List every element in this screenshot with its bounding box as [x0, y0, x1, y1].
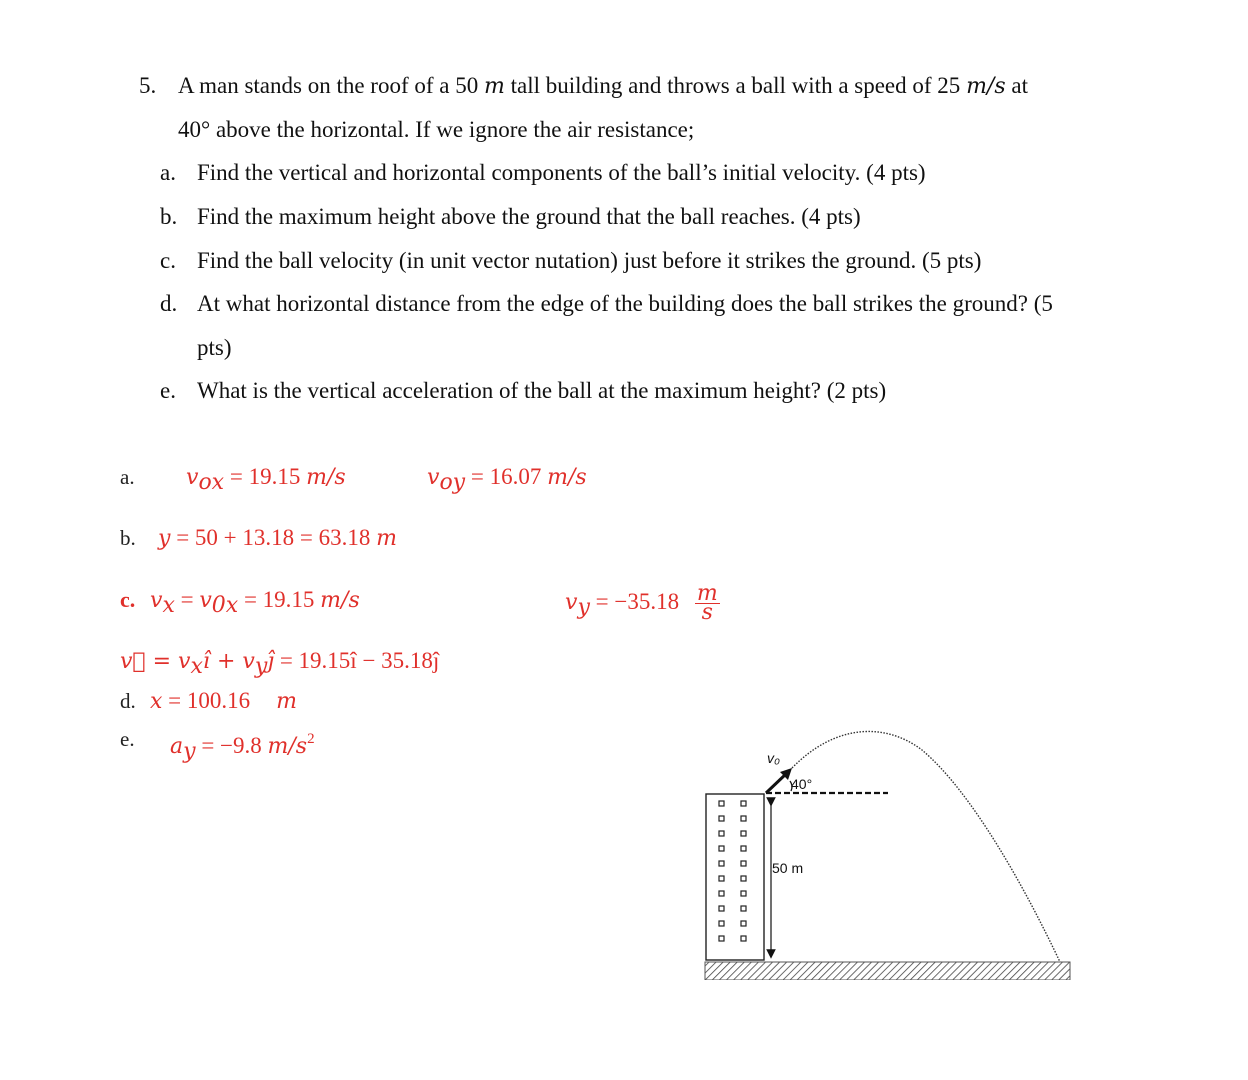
part-e-label: e. [160, 378, 176, 403]
answer-b: y = 50 + 13.18 = 63.18 m [158, 525, 397, 551]
initial-velocity-arrow [766, 773, 787, 793]
part-b-label: b. [160, 204, 178, 229]
answer-e: $a_y = -9.8$ $m/s^2$ [170, 731, 315, 764]
answer-a-voy: $v_{oy} = 16.07$ m/s [427, 464, 587, 495]
answer-a-label: a. [120, 465, 135, 489]
building [706, 794, 764, 960]
problem-statement-line2: 40° above the horizontal. If we ignore the air resistance; [178, 117, 695, 142]
part-a-label: a. [160, 160, 176, 185]
answer-d: x = 100.16 m [150, 688, 298, 714]
vy-unit-fraction: $\frac{m}{s}$ [696, 581, 718, 625]
angle-label: 40° [791, 776, 813, 792]
answer-e-label: e. [120, 727, 135, 751]
answer-b-label: b. [120, 526, 136, 550]
problem-statement-line1: A man stands on the roof of a 50 m tall building and throws a ball with a speed of 25 m/s at [178, 73, 1028, 99]
answer-a-vox: $v_{ox} = 19.15$ m/s [186, 464, 346, 495]
part-e-text: What is the vertical acceleration of the ball at the maximum height? (2 pts) [197, 378, 887, 403]
v0-label: v₀ [767, 750, 780, 766]
height-label: 50 m [772, 860, 804, 876]
part-c-text: Find the ball velocity (in unit vector nutation) just before it strikes the ground. (5 pts) [197, 248, 982, 273]
trajectory [792, 731, 1060, 962]
ground-hatch [705, 962, 1070, 980]
problem-number: 5. [139, 73, 157, 98]
part-d-label: d. [160, 291, 178, 316]
answer-d-label: d. [120, 689, 136, 713]
part-d-continuation: pts) [197, 335, 232, 360]
answer-c-vx: $v_x = v_{0x} = 19.15$ m/s [150, 587, 360, 618]
projectile-figure [700, 730, 1080, 980]
answer-c-vy: $v_y = -35.18$ $\frac{m}{s}$ [565, 581, 718, 625]
answer-vector: v⃗ = $v_xî$ + $v_yĵ$ = 19.15î − 35.18ĵ [120, 648, 440, 679]
part-b-text: Find the maximum height above the ground that the ball reaches. (4 pts) [197, 204, 861, 229]
part-c-label: c. [160, 248, 176, 273]
answer-c-label: c. [120, 587, 136, 612]
part-d-text: At what horizontal distance from the edge of the building does the ball strikes the ground? (5 [197, 291, 1053, 316]
part-a-text: Find the vertical and horizontal components of the ball’s initial velocity. (4 pts) [197, 160, 926, 185]
